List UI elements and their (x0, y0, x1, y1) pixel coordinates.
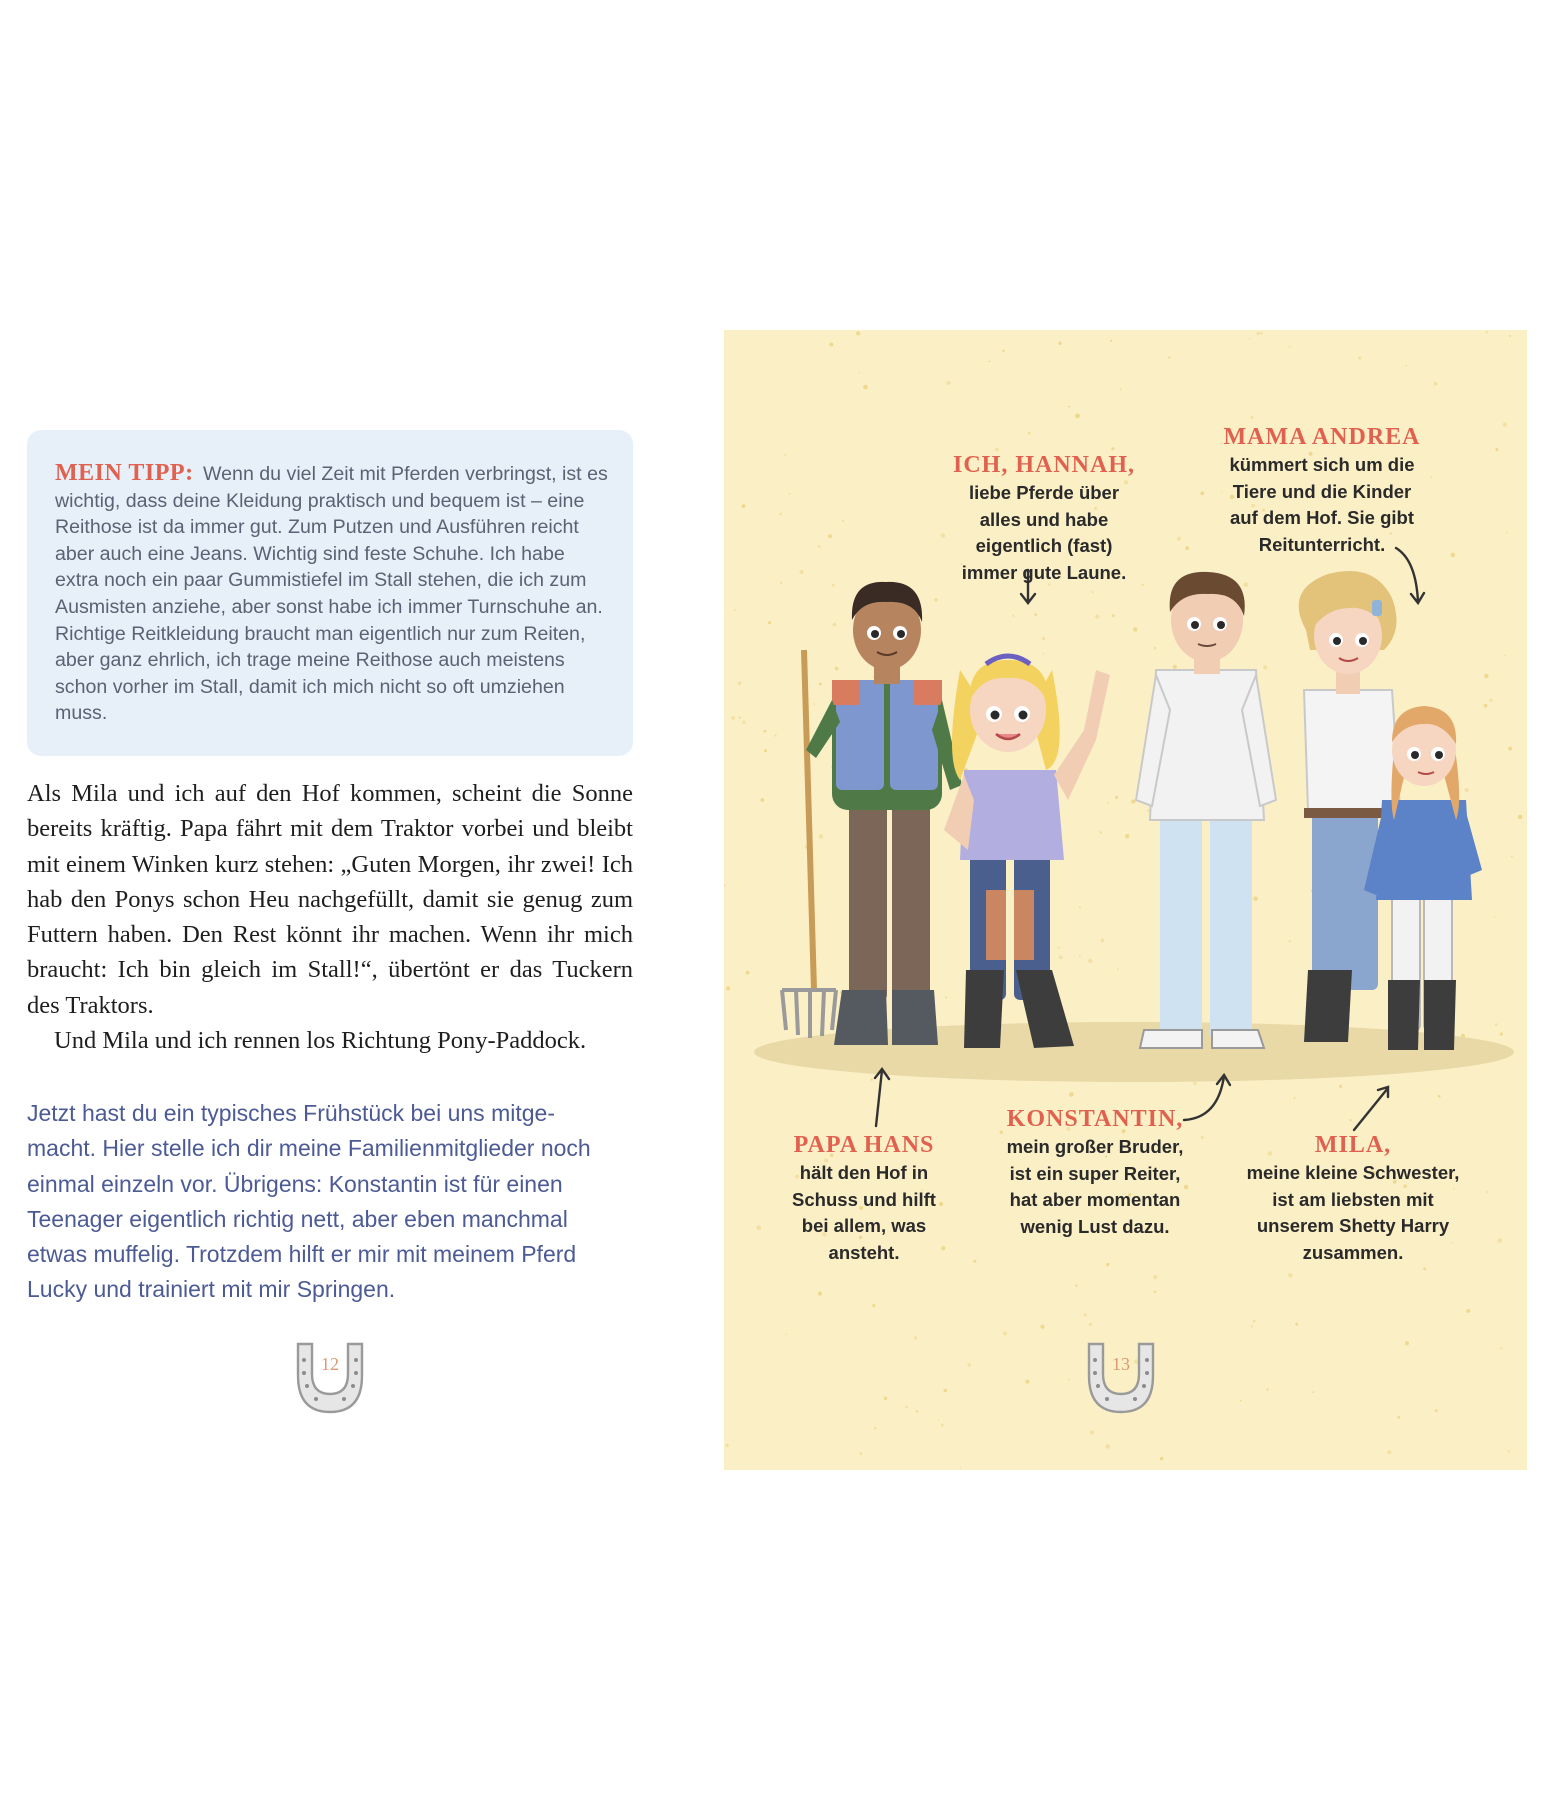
caption-mila-name: MILA, (1314, 1132, 1392, 1158)
arrow-hans (875, 1069, 889, 1126)
caption-hans-desc: hält den Hof in Schuss und hilft bei allem, was ansteht. (792, 1162, 936, 1263)
tip-label: MEIN TIPP: (55, 460, 194, 486)
family-illustration-page (724, 330, 1527, 1470)
tip-body: Wenn du viel Zeit mit Pferden verbringst, ist es wichtig, dass deine Kleidung praktisch und bequem ist – eine Reithose ist da immer gut. Zum Putzen und Ausführen reicht aber auch eine Jeans. Wichtig sind feste Schuhe. Ich habe extra noch ein paar Gummistiefel im Stall stehen, die ich zum Ausmisten anziehe, aber sonst habe ich immer Turnschuhe an. Richtige Reitkleidung braucht man eigentlich nur zum Reiten, aber ganz ehrlich, ich trage meine Reithose auch meistens schon vorher im Stall, damit ich mich nicht so oft umziehen muss. (55, 463, 608, 725)
caption-mila-desc: meine kleine Schwester, ist am liebsten mit unserem Shetty Harry zusammen. (1246, 1162, 1460, 1263)
tip-text (55, 460, 609, 727)
caption-konstantin-name: KONSTANTIN, (1006, 1106, 1184, 1132)
caption-hannah-desc: liebe Pferde über alles und habe eigentlich (fast) immer gute Laune. (961, 482, 1127, 583)
family-intro-text: Jetzt hast du ein typisches Frühstück bei uns mitgemacht. Hier stelle ich dir meine Familienmitglieder noch einmal einzeln vor. Übrigens: Konstantin ist für einen Teenager eigentlich richtig nett, aber eben manchmal etwas muffelig. Trotzdem hilft er mir mit meinem Pferd Lucky und trainiert mit mir Springen. (27, 1100, 591, 1303)
caption-hans (774, 1130, 954, 1266)
horseshoe-icon (290, 1340, 370, 1416)
page-number-left-text: 12 (321, 1354, 339, 1374)
tip-box (27, 430, 633, 756)
arrow-mila (1354, 1087, 1388, 1130)
konstantin-figure (1136, 572, 1276, 1048)
caption-konstantin-desc: mein großer Bruder, ist ein super Reiter, hat aber momentan wenig Lust dazu. (1006, 1136, 1184, 1237)
horseshoe-icon (1081, 1340, 1161, 1416)
caption-andrea-desc: kümmert sich um die Tiere und die Kinder auf dem Hof. Sie gibt Reitunterricht. (1229, 454, 1415, 555)
caption-hans-name: PAPA HANS (793, 1132, 935, 1158)
story-paragraph-2: Und Mila und ich rennen los Richtung Pony-Paddock. (54, 1027, 587, 1055)
caption-andrea-name: MAMA ANDREA (1223, 424, 1421, 450)
page-number-left (290, 1340, 370, 1416)
story-paragraph-1: Als Mila und ich auf den Hof kommen, scheint die Sonne bereits kräftig. Papa fährt mit dem Traktor vorbei und bleibt mit einem Winken kurz stehen: „Guten Morgen, ihr zwei! Ich hab den Ponys schon Heu nachgefüllt, damit sie genug zum Futtern haben. Den Rest könnt ihr machen. Wenn ihr mich braucht: Ich bin gleich im Stall!“, übertönt er das Tuckern des Traktors. (27, 780, 633, 1019)
caption-hannah (934, 450, 1154, 586)
caption-hannah-name: ICH, HANNAH, (952, 452, 1135, 478)
caption-andrea (1204, 422, 1440, 558)
hannah-figure (944, 656, 1110, 1048)
caption-konstantin (982, 1104, 1208, 1240)
page-number-right (1081, 1340, 1161, 1416)
caption-mila (1228, 1130, 1478, 1266)
story-text (27, 776, 633, 1058)
papa-hans-figure (782, 582, 962, 1045)
page-number-right-text: 13 (1112, 1354, 1130, 1374)
